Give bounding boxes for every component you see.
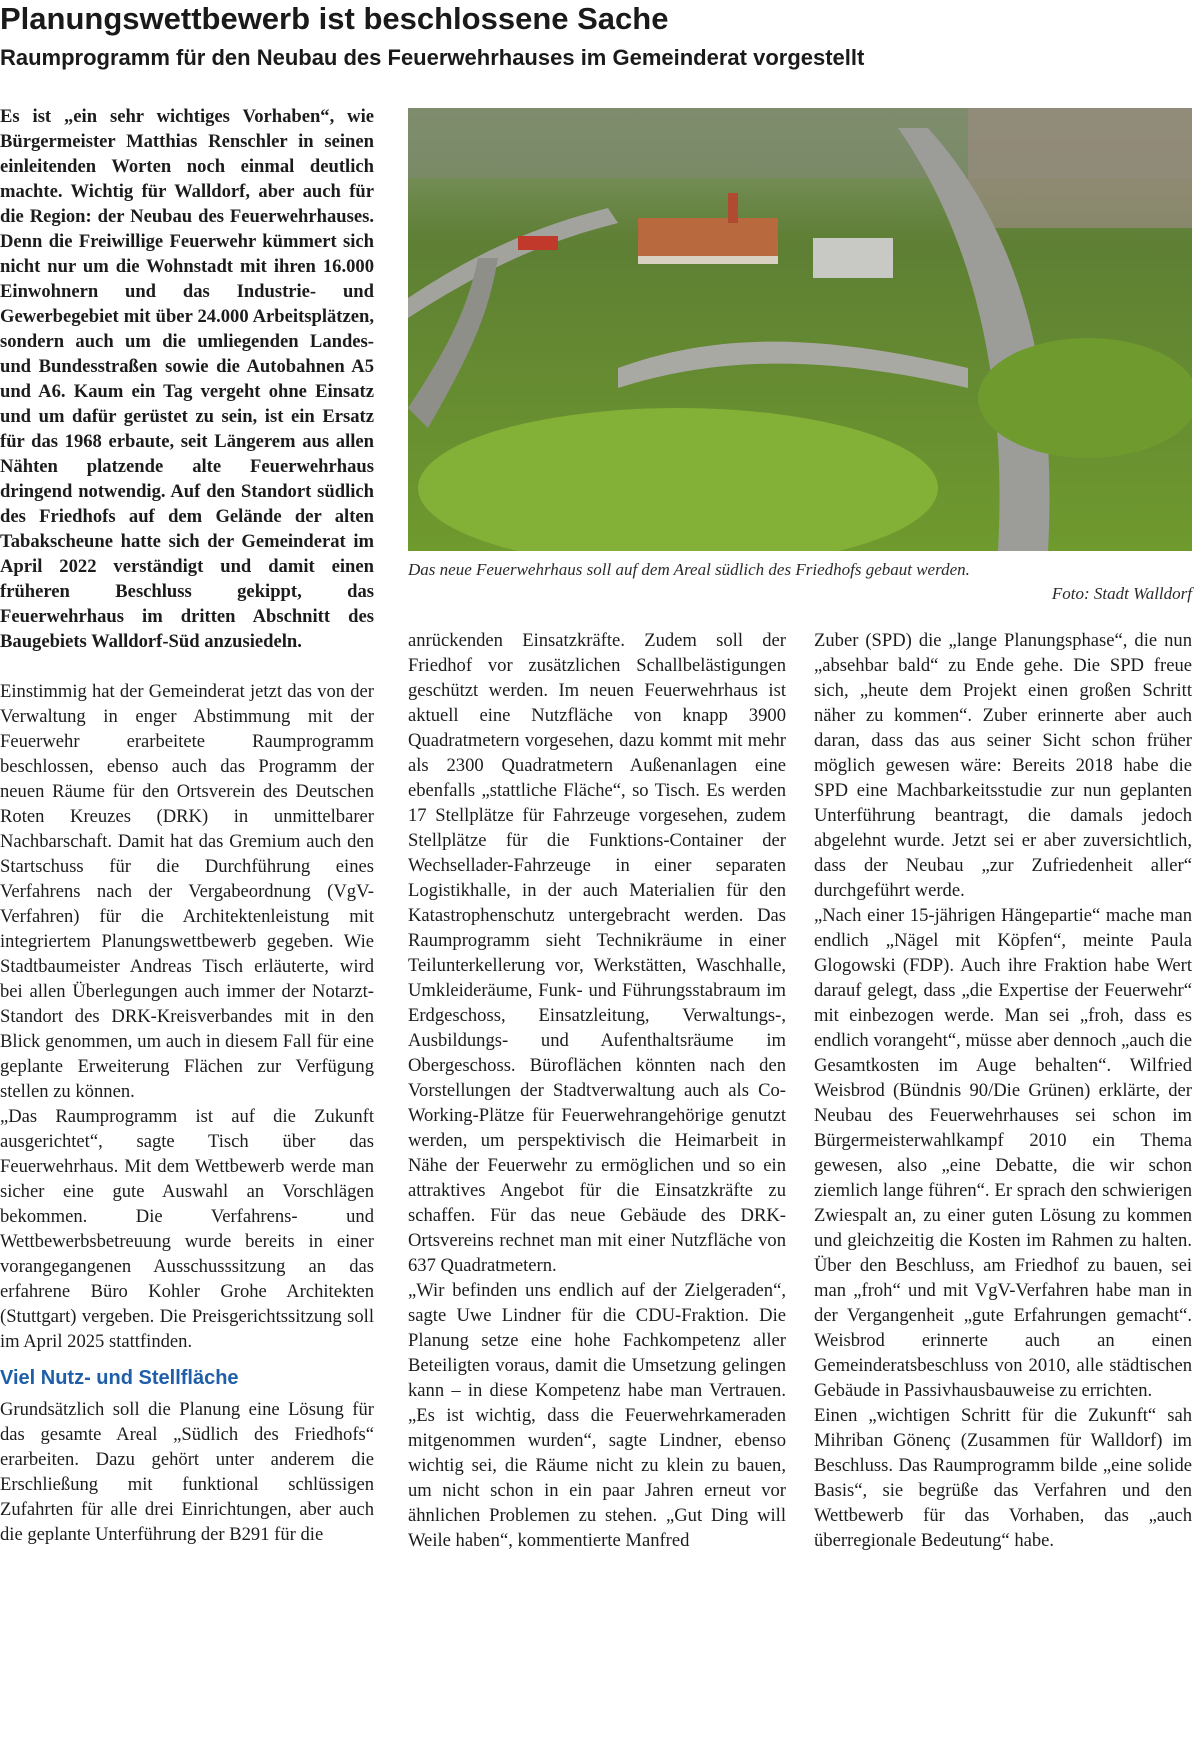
article-headline: Planungswettbewerb ist beschlossene Sache: [0, 1, 669, 36]
body-paragraph: Zuber (SPD) die „lange Planungsphase“, die nun „absehbar bald“ zu Ende gehe. Die SPD freue sich, „heute dem Projekt einen großen Schritt näher zu kommen“. Zuber erinnerte aber auch daran, dass das aus seiner Sicht schon früher möglich gewesen wäre: Bereits 2018 habe die SPD eine Machbarkeitsstudie zur nun geplanten Unterführung beantragt, die damals jedoch abgelehnt wurde. Jetzt sei er aber zuversichtlich, dass der Neubau „zur Zufriedenheit aller“ durchgeführt werde.: [814, 630, 1192, 901]
photo-caption: Das neue Feuerwehrhaus soll auf dem Areal südlich des Friedhofs gebaut werden.: [408, 560, 970, 579]
body-paragraph: Einen „wichtigen Schritt für die Zukunft“ sah Mihriban Gönenç (Zusammen für Walldorf) im Beschluss. Das Raumprogramm bilde „eine solide Basis“, sie begrüße das Verfahren und den Wettbewerb für das Vorhaben, das „auch überregionale Bedeutung“ habe.: [814, 1405, 1192, 1551]
body-paragraph: Grundsätzlich soll die Planung eine Lösung für das gesamte Areal „Südlich des Friedhofs“ erarbeiten. Dazu gehört unter anderem die Erschließung mit funktional schlüssigen Zufahrten für alle drei Einrichtungen, aber auch die geplante Unterführung der B291 für die: [0, 1399, 374, 1545]
aerial-photo-illustration: [408, 108, 1192, 551]
article-column-3: [814, 628, 1192, 1739]
article-column-1: [0, 104, 374, 1739]
article-column-2: [408, 628, 786, 1739]
body-paragraph: „Wir befinden uns endlich auf der Zielgeraden“, sagte Uwe Lindner für die CDU-Fraktion. Die Planung setze eine hohe Fachkompetenz aller Beteiligten voraus, damit die Umsetzung gelingen kann – in diese Kompetenz habe man Vertrauen. „Es ist wichtig, dass die Feuerwehrkameraden mitgenommen wurden“, sagte Lindner, ebenso wichtig sei, die Räume nicht zu klein zu bauen, um nicht schon in ein paar Jahren erneut vor ähnlichen Problemen zu stehen. „Gut Ding will Weile haben“, kommentierte Manfred: [408, 1280, 786, 1551]
aerial-photo: [408, 108, 1192, 551]
article-lead: Es ist „ein sehr wichtiges Vorhaben“, wie Bürgermeister Matthias Renschler in seinen einleitenden Worten noch einmal deutlich machte. Wichtig für Walldorf, aber auch für die Region: der Neubau des Feuerwehrhauses. Denn die Freiwillige Feuerwehr kümmert sich nicht nur um die Wohnstadt mit ihren 16.000 Einwohnern und das Industrie- und Gewerbegebiet mit über 24.000 Arbeitsplätzen, sondern auch um die umliegenden Landes- und Bundesstraßen sowie die Autobahnen A5 und A6. Kaum ein Tag vergeht ohne Einsatz und um dafür gerüstet zu sein, ist ein Ersatz für das 1968 erbaute, seit Längerem aus allen Nähten platzende alte Feuerwehrhaus dringend notwendig. Auf den Standort südlich des Friedhofs auf dem Gelände der alten Tabakscheune hatte sich der Gemeinderat im April 2022 verständigt und damit einen früheren Beschluss gekippt, das Feuerwehrhaus im dritten Abschnitt des Baugebiets Walldorf-Süd anzusiedeln.: [0, 106, 374, 652]
body-paragraph: Einstimmig hat der Gemeinderat jetzt das von der Verwaltung in enger Abstimmung mit der Feuerwehr erarbeitete Raumprogramm beschlossen, ebenso auch das Programm der neuen Räume für den Ortsverein des Deutschen Roten Kreuzes (DRK) in unmittelbarer Nachbarschaft. Damit hat das Gremium auch den Startschuss für die Durchführung eines Verfahrens nach der Vergabeordnung (VgV-Verfahren) für die Architektenleistung mit integriertem Planungswettbewerb gegeben. Wie Stadtbaumeister Andreas Tisch erläuterte, wird bei allen Überlegungen auch immer der Notarzt-Standort des DRK-Kreisverbandes mit in den Blick genommen, um auch in diesem Fall für eine geplante Erweiterung Flächen zur Verfügung stellen zu können.: [0, 681, 374, 1102]
article-subheadline: Raumprogramm für den Neubau des Feuerwehrhauses im Gemeinderat vorgestellt: [0, 45, 865, 70]
photo-credit: Foto: Stadt Walldorf: [1051, 584, 1192, 603]
body-paragraph: anrückenden Einsatzkräfte. Zudem soll der Friedhof vor zusätzlichen Schallbelästigungen geschützt werden. Im neuen Feuerwehrhaus ist aktuell eine Nutzfläche von knapp 3900 Quadratmetern vorgesehen, dazu kommt mit mehr als 2300 Quadratmetern Außenanlagen eine ebenfalls „stattliche Fläche“, so Tisch. Es werden 17 Stellplätze für Fahrzeuge vorgesehen, zudem Stellplätze für die Funktions-Container der Wechsellader-Fahrzeuge in einer separaten Logistikhalle, in der auch Materialien für den Katastrophenschutz untergebracht werden. Das Raumprogramm sieht Technikräume in einer Teilunterkellerung vor, Werkstätten, Waschhalle, Umkleideräume, Funk- und Führungsstabraum im Erdgeschoss, Einsatzleitung, Verwaltungs-, Ausbildungs- und Aufenthaltsräume im Obergeschoss. Büroflächen könnten nach den Vorstellungen der Stadtverwaltung auch als Co-Working-Plätze für Feuerwehrangehörige genutzt werden, um perspektivisch die Heimarbeit in Nähe der Feuerwehr zu ermöglichen und so ein attraktives Angebot für die Einsatzkräfte zu schaffen. Für das neue Gebäude des DRK-Ortsvereins rechnet man mit einer Nutzfläche von 637 Quadratmetern.: [408, 630, 786, 1276]
body-paragraph: „Nach einer 15-jährigen Hängepartie“ mache man endlich „Nägel mit Köpfen“, meinte Paula Glogowski (FDP). Auch ihre Fraktion habe Wert darauf gelegt, dass „die Expertise der Feuerwehr“ mit einbezogen werde. Man sei „froh, dass es endlich vorangeht“, müsse aber dennoch „auch die Gesamtkosten im Auge behalten“. Wilfried Weisbrod (Bündnis 90/Die Grünen) erklärte, der Neubau des Feuerwehrhauses sei schon im Bürgermeisterwahlkampf 2010 ein Thema gewesen, also „eine Debatte, die wir schon ziemlich lange führen“. Er sprach den schwierigen Zwiespalt an, zu einer guten Lösung zu kommen und gleichzeitig die Kosten im Rahmen zu halten. Über den Beschluss, am Friedhof zu bauen, sei man „froh“ und mit VgV-Verfahren habe man in der Vergangenheit „gute Erfahrungen gemacht“. Weisbrod erinnerte auch an einen Gemeinderatsbeschluss von 2010, alle städtischen Gebäude in Passivhausbauweise zu errichten.: [814, 905, 1192, 1401]
body-paragraph: „Das Raumprogramm ist auf die Zukunft ausgerichtet“, sagte Tisch über das Feuerwehrhaus. Mit dem Wettbewerb werde man sicher eine gute Auswahl an Vorschlägen bekommen. Die Verfahrens- und Wettbewerbsbetreuung wurde bereits in einer vorangegangenen Ausschusssitzung an das erfahrene Büro Kohler Grohe Architekten (Stuttgart) vergeben. Die Preisgerichtssitzung soll im April 2025 stattfinden.: [0, 1106, 374, 1352]
photo-caption-block: [408, 558, 1192, 606]
section-heading: Viel Nutz- und Stellfläche: [0, 1367, 239, 1389]
